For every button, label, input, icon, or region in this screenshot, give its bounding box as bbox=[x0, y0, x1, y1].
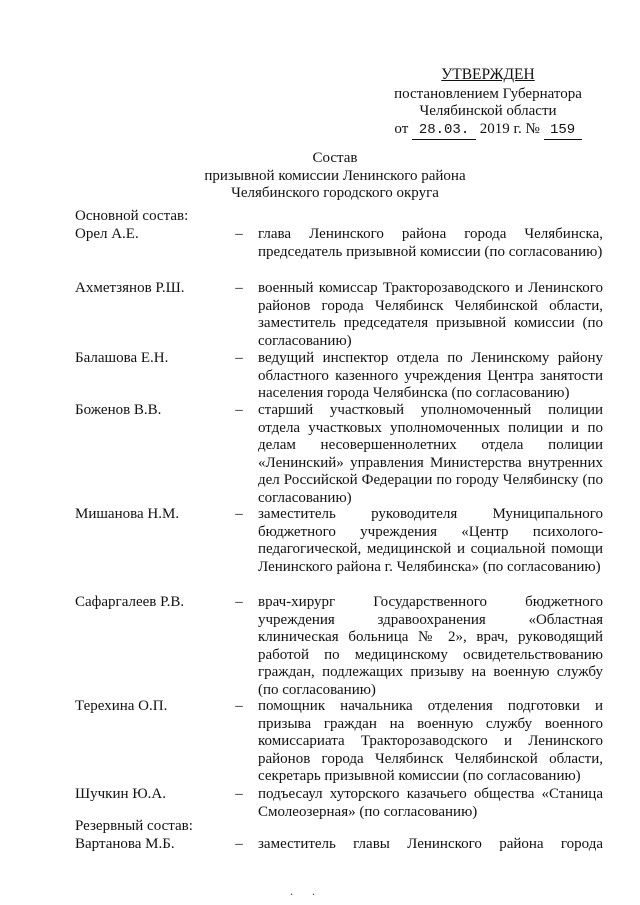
title-line-3: Челябинского городского округа bbox=[231, 185, 439, 201]
handwritten-date: 28.03. bbox=[412, 122, 476, 141]
approval-line-1: постановлением Губернатора bbox=[394, 85, 582, 102]
member-name: Шучкин Ю.А. bbox=[75, 786, 167, 802]
member-desc: военный комиссар Тракторозаводского и Ленинского районов города Челябинск Челябинской области, заместитель председателя призывной комиссии (по согласованию) bbox=[258, 280, 603, 349]
date-year: 2019 г. № bbox=[479, 120, 540, 137]
main-section-label: Основной состав: bbox=[75, 208, 189, 224]
member-dash: – bbox=[235, 402, 243, 418]
member-desc: помощник начальника отделения подготовки и призыва граждан на военную службу военного комиссариата Тракторозаводского и Ленинского районов города Челябинск Челябинской области, секретарь призывной комиссии (по согласованию) bbox=[258, 698, 603, 784]
member-desc: заместитель руководителя Муниципального бюджетного учреждения «Центр психолого-педагогической, медицинской и социальной помощи Ленинского района г. Челябинска» (по согласованию) bbox=[258, 506, 603, 575]
member-desc: глава Ленинского района города Челябинска, председатель призывной комиссии (по согласованию) bbox=[258, 226, 603, 260]
approval-stamp: УТВЕРЖДЕН bbox=[441, 66, 535, 83]
title-line-1: Состав bbox=[312, 150, 358, 166]
member-dash: – bbox=[235, 836, 243, 852]
member-dash: – bbox=[235, 698, 243, 714]
reserve-section-label: Резервный состав: bbox=[75, 818, 193, 834]
member-dash: – bbox=[235, 594, 243, 610]
member-dash: – bbox=[235, 226, 243, 242]
member-name: Сафаргалеев Р.В. bbox=[75, 594, 185, 610]
member-desc: заместитель главы Ленинского района города bbox=[258, 836, 603, 852]
approval-block bbox=[378, 66, 598, 140]
member-desc: ведущий инспектор отдела по Ленинскому району областного казенного учреждения Центра занятости населения города Челябинска (по согласованию) bbox=[258, 350, 603, 401]
member-name: Ахметзянов Р.Ш. bbox=[75, 280, 185, 296]
member-desc: старший участковый уполномоченный полиции отдела участковых уполномоченных полиции и по делам несовершеннолетних отдела полиции «Ленинский» управления Министерства внутренних дел Российской Федерации по городу Челябинску (по согласованию) bbox=[258, 402, 603, 506]
member-dash: – bbox=[235, 350, 243, 366]
approval-line-2: Челябинской области bbox=[419, 103, 557, 119]
title-line-2: призывной комиссии Ленинского района bbox=[204, 167, 466, 184]
member-dash: – bbox=[235, 280, 243, 296]
member-name: Балашова Е.Н. bbox=[75, 350, 169, 366]
member-dash: – bbox=[235, 506, 243, 522]
scan-specks: . . bbox=[290, 884, 323, 898]
member-name: Орел А.Е. bbox=[75, 226, 139, 242]
document-title bbox=[150, 150, 520, 203]
approval-date-line bbox=[378, 121, 598, 141]
date-prefix: от bbox=[394, 120, 409, 137]
member-desc: врач-хирург Государственного бюджетного учреждения здравоохранения «Областная клиническая больница № 2», врач, руководящий работой по медицинскому освидетельствованию граждан, подлежащих призыву на военную службу (по согласованию) bbox=[258, 594, 603, 698]
member-dash: – bbox=[235, 786, 243, 802]
member-desc: подъесаул хуторского казачьего общества «Станица Смолеозерная» (по согласованию) bbox=[258, 786, 603, 820]
handwritten-number: 159 bbox=[544, 122, 582, 141]
member-name: Вартанова М.Б. bbox=[75, 836, 175, 852]
member-name: Мишанова Н.М. bbox=[75, 506, 180, 522]
member-name: Боженов В.В. bbox=[75, 402, 162, 418]
member-name: Терехина О.П. bbox=[75, 698, 168, 714]
